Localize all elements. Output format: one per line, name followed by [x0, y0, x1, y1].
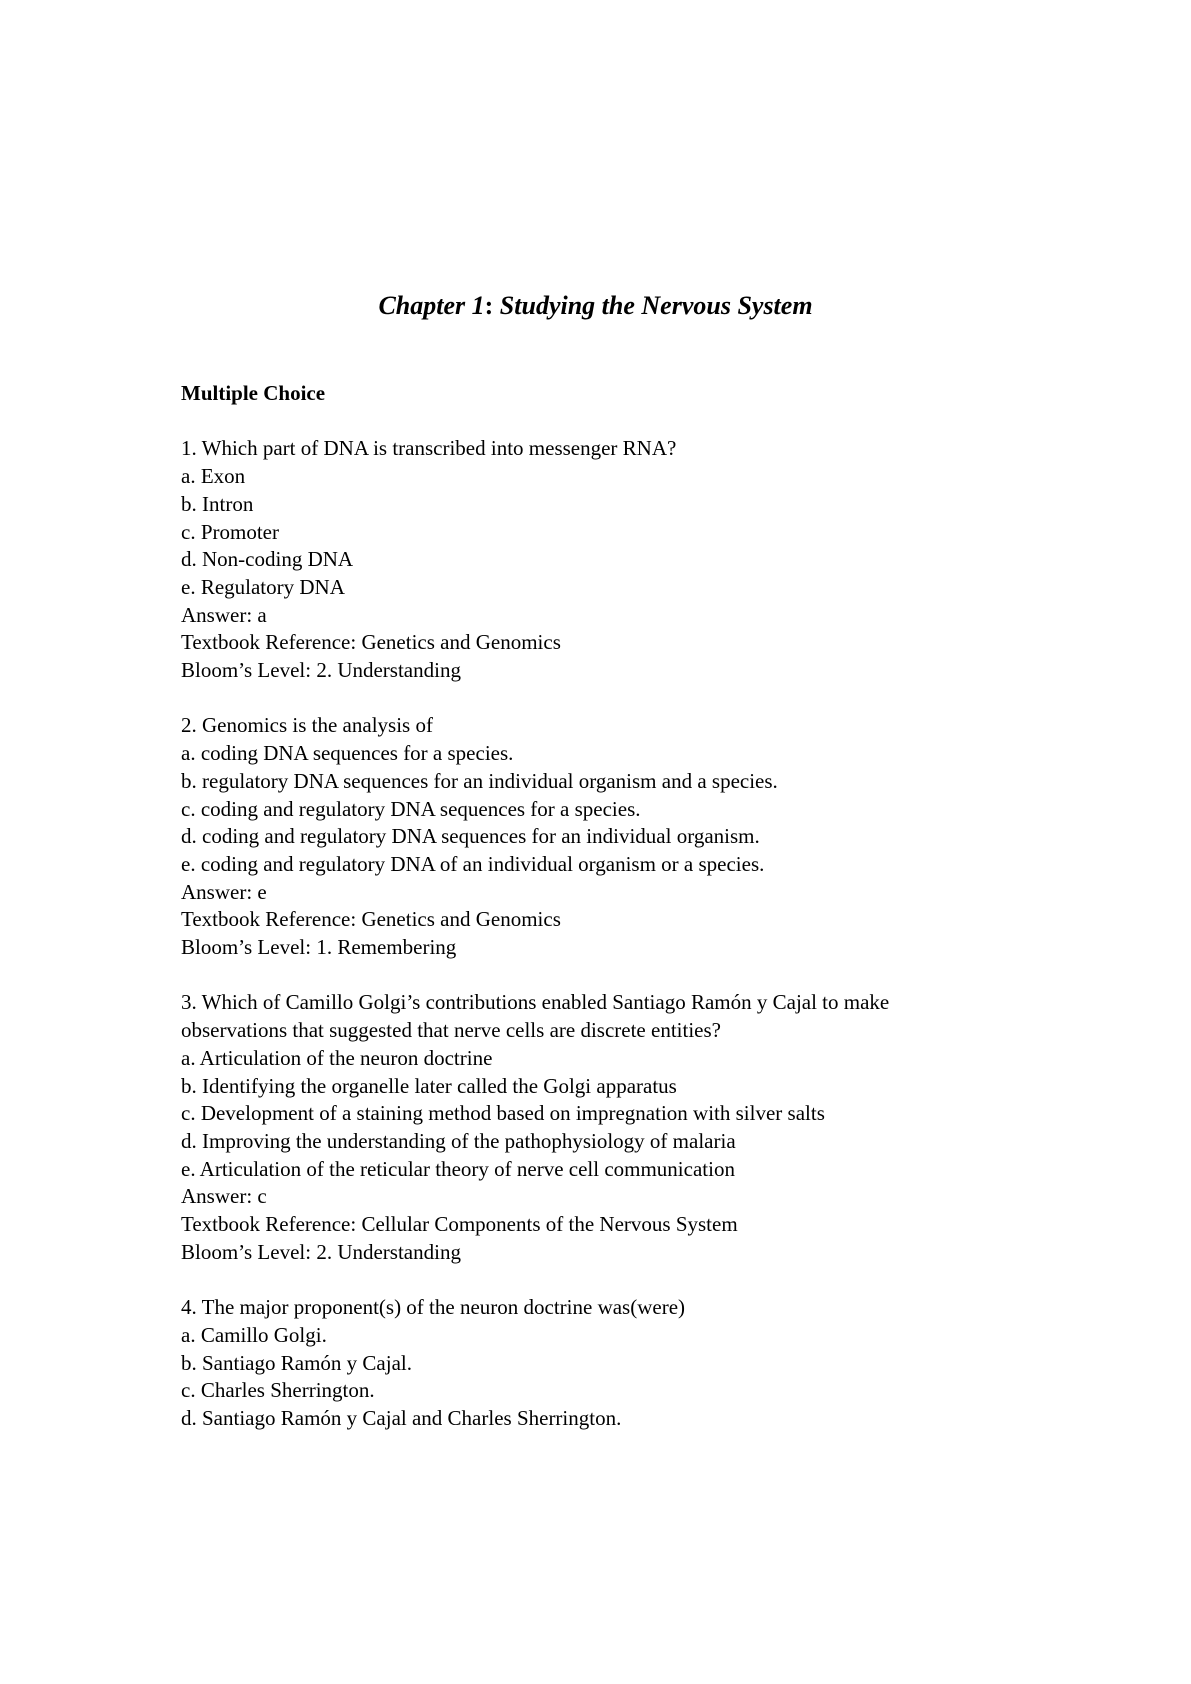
- section-heading: Multiple Choice: [181, 381, 326, 405]
- textbook-reference: Textbook Reference: Genetics and Genomics: [181, 907, 561, 932]
- answer-option: b. Intron: [181, 491, 254, 516]
- answer-option: c. coding and regulatory DNA sequences for a species.: [181, 796, 641, 821]
- question-4: [181, 1294, 1061, 1433]
- answer-key: Answer: a: [181, 602, 267, 627]
- answer-option: d. coding and regulatory DNA sequences for an individual organism.: [181, 824, 760, 849]
- page-title: [0, 290, 1191, 322]
- question-stem: 1. Which part of DNA is transcribed into messenger RNA?: [181, 436, 677, 461]
- answer-option: c. Promoter: [181, 519, 279, 544]
- answer-option: d. Non-coding DNA: [181, 547, 354, 572]
- question-stem: 4. The major proponent(s) of the neuron doctrine was(were): [181, 1295, 686, 1320]
- title-separator: :: [484, 291, 494, 320]
- document-body: [181, 380, 1061, 1460]
- textbook-reference: Textbook Reference: Cellular Components of the Nervous System: [181, 1212, 738, 1237]
- question-stem: 3. Which of Camillo Golgi’s contributions enabled Santiago Ramón y Cajal to make: [181, 990, 890, 1015]
- answer-option: e. Regulatory DNA: [181, 574, 345, 599]
- question-3: [181, 989, 1061, 1266]
- answer-option: d. Santiago Ramón y Cajal and Charles Sherrington.: [181, 1405, 622, 1430]
- title-topic: Studying the Nervous System: [493, 291, 813, 320]
- answer-option: c. Development of a staining method based on impregnation with silver salts: [181, 1101, 825, 1126]
- answer-key: Answer: e: [181, 879, 267, 904]
- answer-option: a. Camillo Golgi.: [181, 1322, 327, 1347]
- question-stem-continued: observations that suggested that nerve cells are discrete entities?: [181, 1018, 721, 1043]
- answer-option: e. coding and regulatory DNA of an individual organism or a species.: [181, 851, 765, 876]
- answer-option: b. regulatory DNA sequences for an individual organism and a species.: [181, 768, 778, 793]
- answer-option: e. Articulation of the reticular theory of nerve cell communication: [181, 1156, 735, 1181]
- answer-option: b. Santiago Ramón y Cajal.: [181, 1350, 412, 1375]
- answer-option: a. Exon: [181, 464, 246, 489]
- answer-option: b. Identifying the organelle later called the Golgi apparatus: [181, 1073, 677, 1098]
- title-chapter: Chapter 1: [378, 291, 485, 320]
- question-stem: 2. Genomics is the analysis of: [181, 713, 433, 738]
- blooms-level: Bloom’s Level: 2. Understanding: [181, 1239, 461, 1264]
- question-2: [181, 712, 1061, 961]
- textbook-reference: Textbook Reference: Genetics and Genomics: [181, 630, 561, 655]
- question-1: [181, 435, 1061, 684]
- answer-key: Answer: c: [181, 1184, 267, 1209]
- answer-option: c. Charles Sherrington.: [181, 1378, 375, 1403]
- answer-option: d. Improving the understanding of the pathophysiology of malaria: [181, 1128, 736, 1153]
- answer-option: a. coding DNA sequences for a species.: [181, 741, 514, 766]
- blooms-level: Bloom’s Level: 2. Understanding: [181, 658, 461, 683]
- blooms-level: Bloom’s Level: 1. Remembering: [181, 935, 457, 960]
- answer-option: a. Articulation of the neuron doctrine: [181, 1045, 493, 1070]
